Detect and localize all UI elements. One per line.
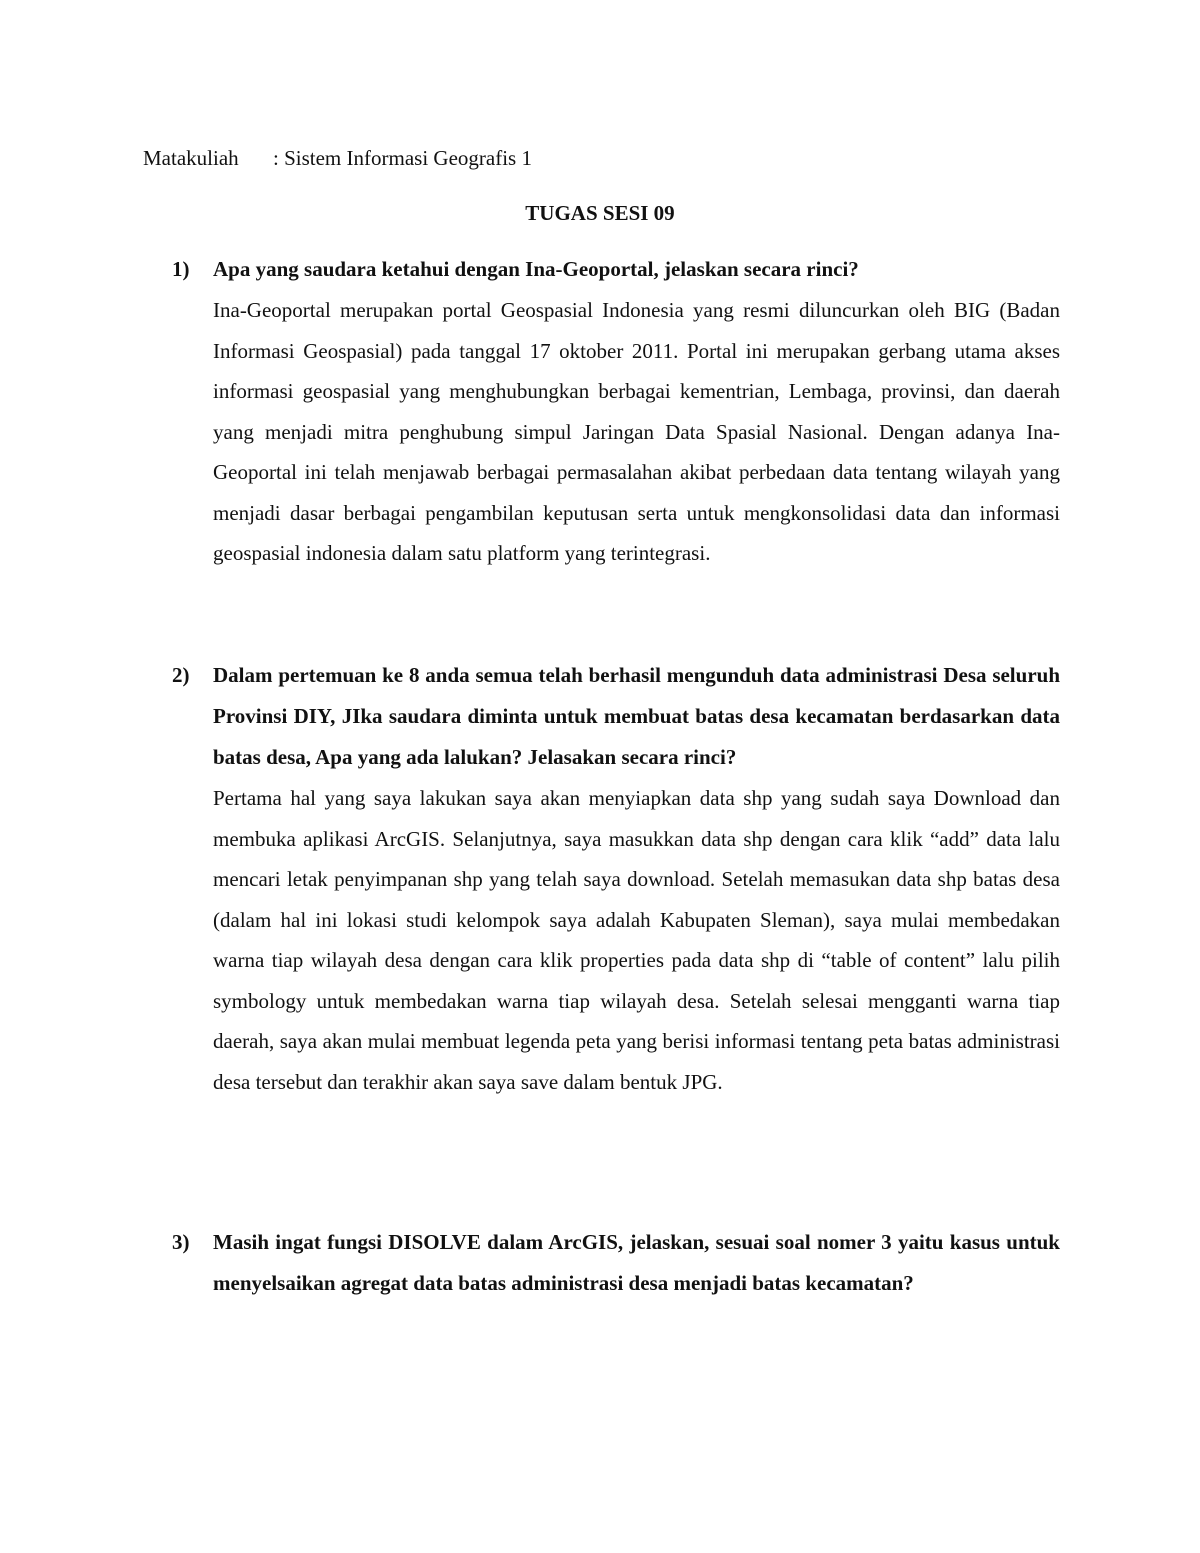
question-number: 1) bbox=[172, 257, 190, 281]
course-header bbox=[143, 143, 532, 173]
question-item-1 bbox=[172, 249, 1060, 574]
question-text: Masih ingat fungsi DISOLVE dalam ArcGIS, jelaskan, sesuai soal nomer 3 yaitu kasus untuk menyelsaikan agregat data batas administrasi desa menjadi batas kecamatan? bbox=[213, 1230, 1060, 1295]
course-label: Matakuliah bbox=[143, 146, 239, 170]
answer-text: Pertama hal yang saya lakukan saya akan menyiapkan data shp yang sudah saya Download dan membuka aplikasi ArcGIS. Selanjutnya, saya masukkan data shp dengan cara klik “add” data lalu mencari letak penyimpanan shp yang telah saya download. Setelah memasukan data shp batas desa (dalam hal ini lokasi studi kelompok saya adalah Kabupaten Sleman), saya mulai membedakan warna tiap wilayah desa dengan cara klik properties pada data shp di “table of content” lalu pilih symbology untuk membedakan warna tiap wilayah desa. Setelah selesai mengganti warna tiap daerah, saya akan mulai membuat legenda peta yang berisi informasi tentang peta batas administrasi desa tersebut dan terakhir akan saya save dalam bentuk JPG. bbox=[213, 786, 1060, 1094]
question-text: Dalam pertemuan ke 8 anda semua telah berhasil mengunduh data administrasi Desa seluruh Provinsi DIY, JIka saudara diminta untuk membuat batas desa kecamatan berdasarkan data batas desa, Apa yang ada lalukan? Jelasakan secara rinci? bbox=[213, 663, 1060, 769]
answer-text: Ina-Geoportal merupakan portal Geospasial Indonesia yang resmi diluncurkan oleh BIG (Badan Informasi Geospasial) pada tanggal 17 oktober 2011. Portal ini merupakan gerbang utama akses informasi geospasial yang menghubungkan berbagai kementrian, Lembaga, provinsi, dan daerah yang menjadi mitra penghubung simpul Jaringan Data Spasial Nasional. Dengan adanya Ina-Geoportal ini telah menjawab berbagai permasalahan akibat perbedaan data tentang wilayah yang menjadi dasar berbagai pengambilan keputusan serta untuk mengkonsolidasi data dan informasi geospasial indonesia dalam satu platform yang terintegrasi. bbox=[213, 298, 1060, 565]
question-text: Apa yang saudara ketahui dengan Ina-Geoportal, jelaskan secara rinci? bbox=[213, 257, 859, 281]
question-item-3 bbox=[172, 1222, 1060, 1304]
page-title: TUGAS SESI 09 bbox=[525, 201, 675, 225]
course-name: : Sistem Informasi Geografis 1 bbox=[273, 146, 532, 170]
question-number: 2) bbox=[172, 663, 190, 687]
question-item-2 bbox=[172, 655, 1060, 1102]
question-number: 3) bbox=[172, 1230, 190, 1254]
